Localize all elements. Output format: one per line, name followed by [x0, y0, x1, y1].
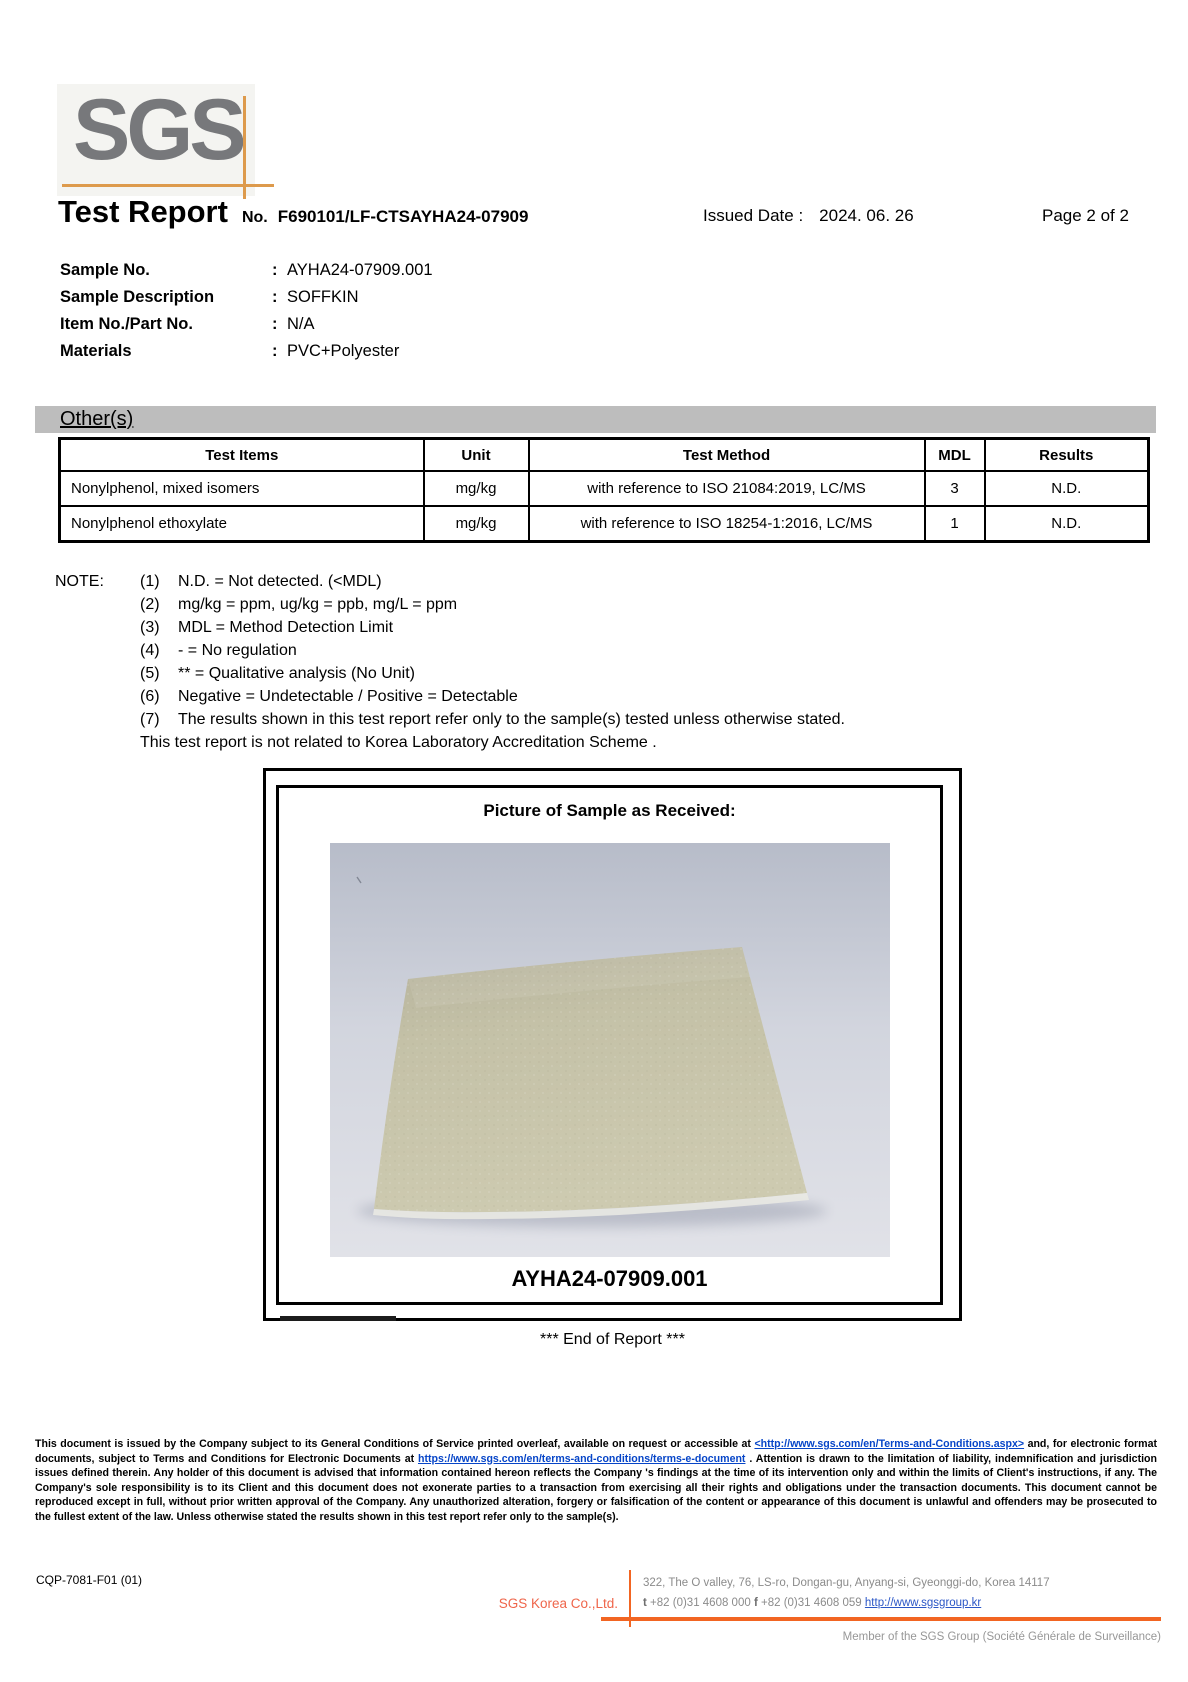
- note-text: MDL = Method Detection Limit: [178, 619, 394, 636]
- note-item: [55, 708, 845, 731]
- test-item-cell: Nonylphenol ethoxylate: [60, 506, 424, 542]
- website-link[interactable]: http://www.sgsgroup.kr: [864, 1596, 982, 1609]
- colon: :: [272, 261, 278, 279]
- issued-date-label: Issued Date :: [703, 206, 804, 225]
- report-no-value: F690101/LF-CTSAYHA24-07909: [277, 207, 529, 226]
- note-number: (4): [140, 642, 160, 659]
- note-item: [55, 593, 845, 616]
- item-no-label: Item No./Part No.: [60, 315, 193, 333]
- tel-number: +82 (0)31 4608 000: [646, 1596, 754, 1609]
- colon: :: [272, 288, 278, 306]
- picture-title: Picture of Sample as Received:: [483, 801, 736, 820]
- note-number: (2): [140, 596, 160, 613]
- report-title: [58, 194, 528, 230]
- test-method-cell: with reference to ISO 21084:2019, LC/MS: [529, 471, 925, 506]
- col-results: Results: [985, 439, 1149, 472]
- sample-info-row: [60, 338, 433, 365]
- note-item: [55, 685, 845, 708]
- materials-label: Materials: [60, 342, 132, 360]
- note-footer-text: This test report is not related to Korea Laboratory Accreditation Scheme .: [140, 734, 657, 751]
- note-text: mg/kg = ppm, ug/kg = ppb, mg/L = ppm: [178, 596, 458, 613]
- note-item: [55, 639, 845, 662]
- document-code: CQP-7081-F01 (01): [36, 1573, 143, 1587]
- sample-no-label: Sample No.: [60, 261, 150, 279]
- fax-number: +82 (0)31 4608 059: [757, 1596, 865, 1609]
- note-label: NOTE:: [55, 573, 104, 590]
- sample-description-label: Sample Description: [60, 288, 215, 306]
- sgs-logo-text: SGS: [73, 82, 243, 178]
- tel-label: t: [643, 1596, 647, 1609]
- page-indicator: Page 2 of 2: [1042, 206, 1129, 225]
- sample-photo-label: AYHA24-07909.001: [511, 1266, 708, 1291]
- sgs-logo-vertical-line: [243, 96, 246, 199]
- company-name: SGS Korea Co.,Ltd.: [498, 1596, 618, 1611]
- issued-date: [703, 206, 914, 226]
- issued-date-value: 2024. 06. 26: [819, 206, 914, 225]
- section-header-bar: [35, 406, 1156, 433]
- col-test-items: Test Items: [60, 439, 424, 472]
- disclaimer-text: . Attention is drawn to the limitation of liability, indemnification and jurisdiction issues defined therein. Any holder of this document is advised that information contained hereon reflects the Company 's findings at the time of its intervention only and within the limits of Client's instructions, if any. The Company's sole responsibility is to its Client and this document does not exonerate parties to a transaction from exercising all their rights and obligations under the transaction documents. This document cannot be reproduced except in full, without prior written approval of the Company. Any unauthorized alteration, forgery or falsification of the content or appearance of this document is unlawful and offenders may be prosecuted to the fullest extent of the law. Unless otherwise stated the results shown in this test report refer only to the sample(s).: [35, 1452, 1157, 1523]
- table-row: [60, 506, 1149, 542]
- unit-cell: mg/kg: [424, 471, 529, 506]
- picture-frame-outer: [263, 768, 962, 1321]
- unit-cell: mg/kg: [424, 506, 529, 542]
- result-cell: N.D.: [985, 506, 1149, 542]
- colon: :: [272, 315, 278, 333]
- terms-disclaimer: [35, 1437, 1157, 1524]
- note-number: (5): [140, 665, 160, 682]
- note-text: ** = Qualitative analysis (No Unit): [178, 665, 415, 682]
- note-text: Negative = Undetectable / Positive = Detectable: [178, 688, 518, 705]
- sample-info-row: [60, 284, 433, 311]
- picture-frame-inner: [276, 785, 943, 1305]
- note-item: [55, 662, 845, 685]
- result-cell: N.D.: [985, 471, 1149, 506]
- scan-artifact-line: [280, 1316, 396, 1321]
- mdl-cell: 1: [925, 506, 985, 542]
- sample-description-value: SOFFKIN: [287, 288, 359, 306]
- note-number: (7): [140, 711, 160, 728]
- note-number: (3): [140, 619, 160, 636]
- note-text: The results shown in this test report refer only to the sample(s) tested unless otherwise stated.: [178, 711, 845, 728]
- report-no-label: No.: [241, 209, 268, 226]
- note-number: (1): [140, 573, 160, 590]
- col-test-method: Test Method: [529, 439, 925, 472]
- disclaimer-text: This document is issued by the Company subject to its General Conditions of Service printed overleaf, available on request or accessible at: [35, 1438, 755, 1450]
- terms-e-document-link[interactable]: https://www.sgs.com/en/terms-and-conditions/terms-e-document: [418, 1452, 746, 1465]
- end-of-report: *** End of Report ***: [540, 1331, 685, 1348]
- sample-photo: [330, 843, 890, 1257]
- fax-label: f: [753, 1596, 758, 1609]
- terms-conditions-link[interactable]: <http://www.sgs.com/en/Terms-and-Conditions.aspx>: [754, 1438, 1025, 1450]
- note-number: (6): [140, 688, 160, 705]
- sample-no-value: AYHA24-07909.001: [287, 261, 433, 279]
- section-title: Other(s): [60, 408, 134, 430]
- colon: :: [272, 342, 278, 360]
- sgs-group-member-note: Member of the SGS Group (Société Générale de Surveillance): [842, 1631, 1161, 1643]
- sample-info: [60, 257, 433, 365]
- note-item: [55, 616, 845, 639]
- footer-orange-rule: [601, 1617, 1161, 1621]
- note-item: [55, 570, 845, 593]
- note-text: - = No regulation: [178, 642, 297, 659]
- report-title-text: Test Report: [58, 194, 228, 229]
- table-header-row: [60, 439, 1149, 472]
- results-table: [58, 437, 1150, 543]
- test-method-cell: with reference to ISO 18254-1:2016, LC/MS: [529, 506, 925, 542]
- col-unit: Unit: [424, 439, 529, 472]
- test-item-cell: Nonylphenol, mixed isomers: [60, 471, 424, 506]
- col-mdl: MDL: [925, 439, 985, 472]
- company-address: [643, 1574, 1050, 1613]
- item-no-value: N/A: [287, 315, 315, 333]
- contact-line: [643, 1594, 1050, 1614]
- sample-info-row: [60, 257, 433, 284]
- mdl-cell: 3: [925, 471, 985, 506]
- table-row: [60, 471, 1149, 506]
- note-text: N.D. = Not detected. (<MDL): [178, 573, 382, 590]
- sample-info-row: [60, 311, 433, 338]
- notes: [55, 570, 845, 754]
- disclaimer-text: and, for electronic format documents, subject to Terms and Conditions for Electronic Documents at: [35, 1438, 1158, 1465]
- address-line: 322, The O valley, 76, LS-ro, Dongan-gu, Anyang-si, Gyeonggi-do, Korea 14117: [643, 1577, 1050, 1589]
- note-footer-line: [55, 731, 845, 754]
- materials-value: PVC+Polyester: [287, 342, 400, 360]
